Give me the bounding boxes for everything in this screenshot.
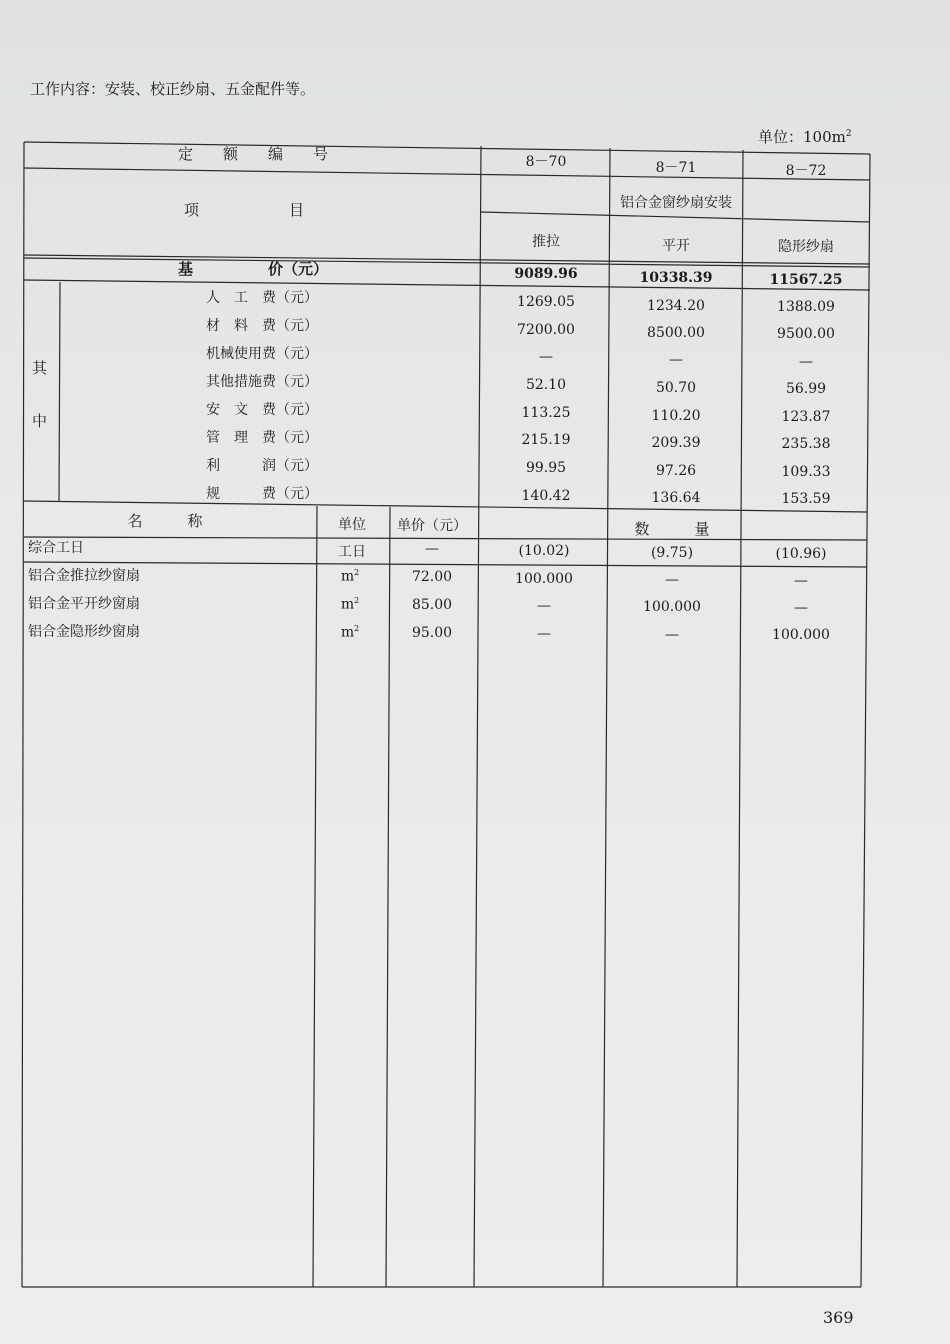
cost-value: 52.10 bbox=[525, 377, 567, 393]
cost-value: 50.70 bbox=[655, 380, 697, 396]
resource-unit bbox=[341, 624, 359, 641]
resource-quantity: 100.000 bbox=[515, 571, 573, 587]
subtype-hidden: 隐形纱扇 bbox=[778, 239, 834, 255]
resource-unit-text: m bbox=[340, 624, 355, 641]
code-8-70: 8－70 bbox=[525, 154, 567, 170]
cost-value: 56.99 bbox=[785, 381, 827, 397]
cost-value: 140.42 bbox=[521, 488, 571, 504]
of-which-char-2: 中 bbox=[32, 412, 48, 430]
of-which-char-1: 其 bbox=[32, 359, 48, 377]
cost-label: 机械使用费（元） bbox=[206, 346, 318, 362]
cost-value: 1234.20 bbox=[647, 298, 705, 314]
resource-name: 铝合金推拉纱窗扇 bbox=[28, 568, 140, 584]
cost-label: 材 料 费（元） bbox=[206, 318, 318, 334]
item-label: 项 目 bbox=[183, 201, 305, 219]
resource-quantity: — bbox=[665, 572, 679, 588]
quantity-header: 数 量 bbox=[634, 520, 710, 538]
resource-unit-text: 工日 bbox=[338, 544, 366, 560]
resource-quantity: (10.02) bbox=[518, 543, 570, 559]
cost-value: 9500.00 bbox=[777, 326, 835, 342]
page-number: 369 bbox=[823, 1308, 854, 1327]
resource-unit-text: m bbox=[340, 596, 355, 613]
resource-quantity: — bbox=[794, 600, 808, 616]
resource-unit-text: m bbox=[340, 568, 355, 585]
resource-price: — bbox=[425, 541, 439, 557]
cost-label: 规 费（元） bbox=[206, 486, 318, 502]
cost-value: 7200.00 bbox=[517, 322, 575, 338]
base-price-label: 基 价（元） bbox=[178, 260, 329, 278]
subtype-push-pull: 推拉 bbox=[532, 234, 560, 250]
base-price-8-72: 11567.25 bbox=[769, 272, 843, 288]
cost-value: 113.25 bbox=[521, 405, 571, 421]
unit-label-sup: 2 bbox=[845, 129, 852, 139]
cost-value: — bbox=[539, 349, 553, 365]
code-8-72: 8－72 bbox=[785, 163, 827, 179]
resource-quantity: (9.75) bbox=[650, 545, 694, 561]
cost-label: 其他措施费（元） bbox=[206, 374, 318, 390]
resource-unit bbox=[341, 568, 359, 585]
cost-label: 人 工 费（元） bbox=[206, 290, 318, 306]
work-content: 工作内容：安装、校正纱扇、五金配件等。 bbox=[30, 80, 316, 98]
quota-number-label: 定 额 编 号 bbox=[177, 145, 329, 163]
resource-price-header: 单价（元） bbox=[397, 518, 467, 534]
cost-value: 99.95 bbox=[525, 460, 567, 476]
cost-value: 123.87 bbox=[781, 409, 831, 425]
resource-unit-sup: 2 bbox=[354, 568, 360, 577]
resource-quantity: — bbox=[537, 598, 551, 614]
resource-quantity: (10.96) bbox=[775, 546, 827, 562]
code-8-71: 8－71 bbox=[655, 160, 697, 176]
resource-unit bbox=[341, 596, 359, 613]
base-price-8-70: 9089.96 bbox=[514, 266, 578, 282]
cost-value: 153.59 bbox=[781, 491, 831, 507]
cost-value: — bbox=[669, 352, 683, 368]
group-title: 铝合金窗纱扇安装 bbox=[620, 195, 732, 211]
cost-value: 235.38 bbox=[781, 436, 831, 452]
cost-value: 97.26 bbox=[655, 463, 697, 479]
unit-label-text: 单位：100m bbox=[758, 128, 846, 146]
resource-unit-sup: 2 bbox=[354, 596, 360, 605]
resource-price: 95.00 bbox=[411, 625, 453, 641]
cost-value: 8500.00 bbox=[647, 325, 705, 341]
cost-value: 110.20 bbox=[651, 408, 701, 424]
resource-quantity: 100.000 bbox=[772, 627, 830, 643]
resource-quantity: — bbox=[537, 626, 551, 642]
resource-quantity: 100.000 bbox=[643, 599, 701, 615]
resource-unit bbox=[338, 541, 366, 561]
resource-quantity: — bbox=[794, 573, 808, 589]
resource-unit-sup: 2 bbox=[354, 624, 360, 633]
cost-value: 209.39 bbox=[651, 435, 701, 451]
cost-label: 安 文 费（元） bbox=[206, 402, 318, 418]
subtype-casement: 平开 bbox=[662, 238, 690, 254]
cost-value: 215.19 bbox=[521, 432, 571, 448]
resource-name-header: 名 称 bbox=[127, 512, 203, 530]
resource-unit-header: 单位 bbox=[338, 517, 366, 533]
resource-price: 85.00 bbox=[411, 597, 453, 613]
cost-value: 136.64 bbox=[651, 490, 701, 506]
base-price-8-71: 10338.39 bbox=[639, 270, 713, 286]
cost-value: — bbox=[799, 354, 813, 370]
resource-name: 铝合金隐形纱窗扇 bbox=[28, 624, 140, 640]
resource-price: 72.00 bbox=[411, 569, 453, 585]
cost-value: 109.33 bbox=[781, 464, 831, 480]
cost-label: 管 理 费（元） bbox=[206, 430, 318, 446]
resource-name: 铝合金平开纱窗扇 bbox=[28, 596, 140, 612]
cost-value: 1269.05 bbox=[517, 294, 575, 310]
resource-name: 综合工日 bbox=[28, 540, 84, 556]
resource-quantity: — bbox=[665, 627, 679, 643]
cost-value: 1388.09 bbox=[777, 299, 835, 315]
cost-label: 利 润（元） bbox=[206, 458, 318, 474]
